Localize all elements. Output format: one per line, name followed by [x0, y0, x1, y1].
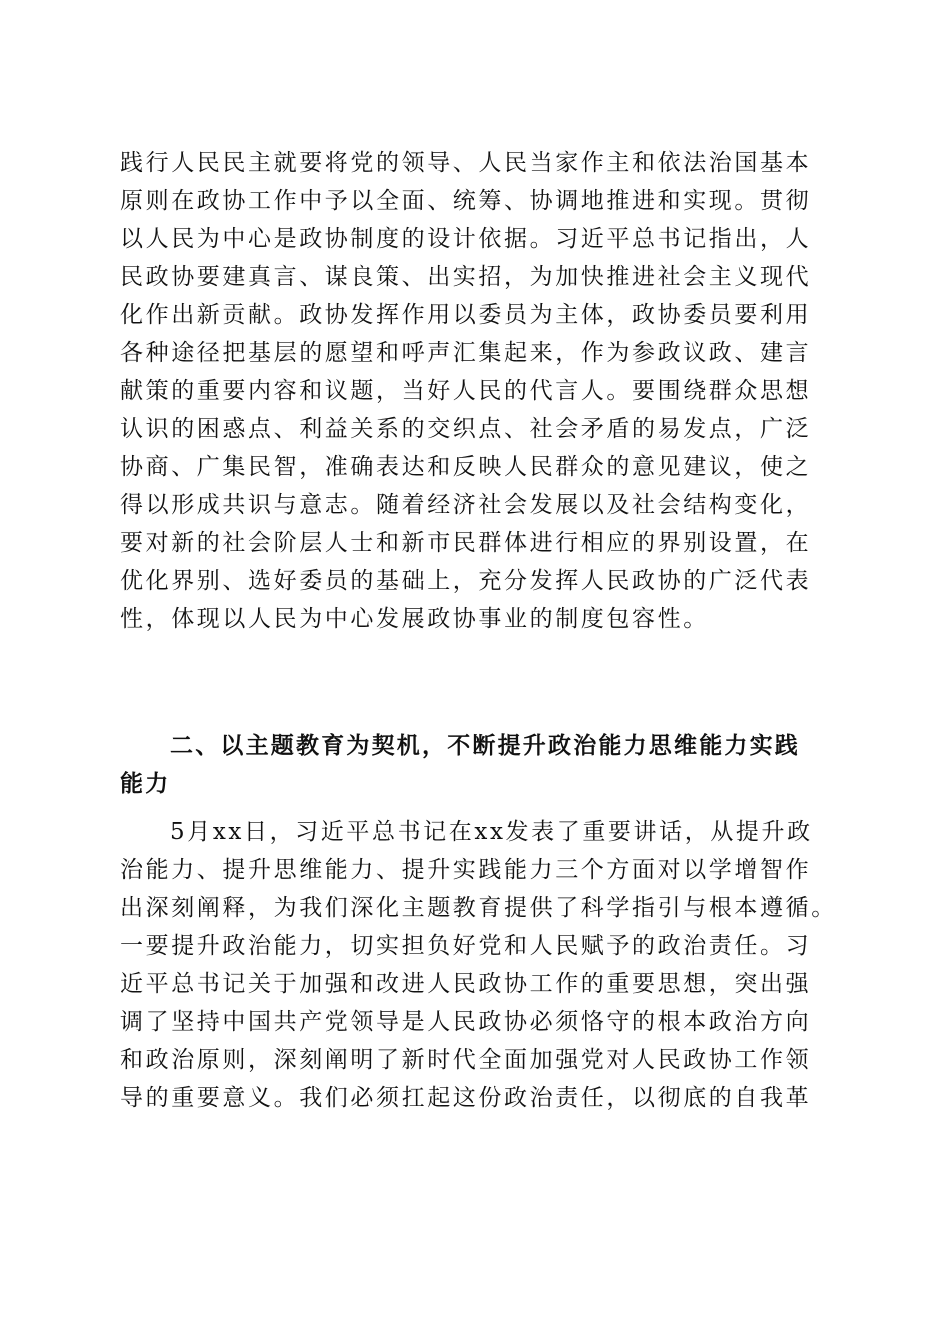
paragraph-line: 优化界别、选好委员的基础上，充分发挥人民政协的广泛代表 — [120, 568, 812, 594]
paragraph-1 — [120, 144, 840, 638]
paragraph-line: 治能力、提升思维能力、提升实践能力三个方面对以学增智作 — [120, 857, 812, 883]
paragraph-line: 以人民为中心是政协制度的设计依据。习近平总书记指出，人 — [120, 226, 812, 252]
heading-line: 能力 — [120, 771, 171, 797]
paragraph-line: 原则在政协工作中予以全面、统筹、协调地推进和实现。贯彻 — [120, 188, 812, 214]
paragraph-line: 各种途径把基层的愿望和呼声汇集起来，作为参政议政、建言 — [120, 340, 812, 366]
paragraph-line: 化作出新贡献。政协发挥作用以委员为主体，政协委员要利用 — [120, 302, 812, 328]
paragraph-line: 献策的重要内容和议题，当好人民的代言人。要围绕群众思想 — [120, 378, 812, 404]
paragraph-line: 践行人民民主就要将党的领导、人民当家作主和依法治国基本 — [120, 150, 812, 176]
paragraph-line: 调了坚持中国共产党领导是人民政协必须恪守的根本政治方向 — [120, 1009, 812, 1035]
paragraph-line: 性，体现以人民为中心发展政协事业的制度包容性。 — [120, 606, 709, 632]
section-heading-2 — [120, 727, 840, 803]
paragraph-line: 民政协要建真言、谋良策、出实招，为加快推进社会主义现代 — [120, 264, 812, 290]
paragraph-line: 一要提升政治能力，切实担负好党和人民赋予的政治责任。习 — [120, 933, 812, 959]
heading-line: 二、以主题教育为契机，不断提升政治能力思维能力实践 — [170, 733, 800, 759]
paragraph-line: 得以形成共识与意志。随着经济社会发展以及社会结构变化， — [120, 492, 812, 518]
paragraph-line: 近平总书记关于加强和改进人民政协工作的重要思想，突出强 — [120, 971, 812, 997]
paragraph-line: 5月xx日，习近平总书记在xx发表了重要讲话，从提升政 — [170, 819, 813, 845]
paragraph-line: 和政治原则，深刻阐明了新时代全面加强党对人民政协工作领 — [120, 1047, 812, 1073]
paragraph-line: 导的重要意义。我们必须扛起这份政治责任，以彻底的自我革 — [120, 1085, 812, 1111]
paragraph-line: 出深刻阐释，为我们深化主题教育提供了科学指引与根本遵循。 — [120, 895, 837, 921]
paragraph-line: 认识的困惑点、利益关系的交织点、社会矛盾的易发点，广泛 — [120, 416, 812, 442]
paragraph-line: 要对新的社会阶层人士和新市民群体进行相应的界别设置，在 — [120, 530, 812, 556]
paragraph-line: 协商、广集民智，准确表达和反映人民群众的意见建议，使之 — [120, 454, 812, 480]
paragraph-2 — [120, 813, 840, 1117]
